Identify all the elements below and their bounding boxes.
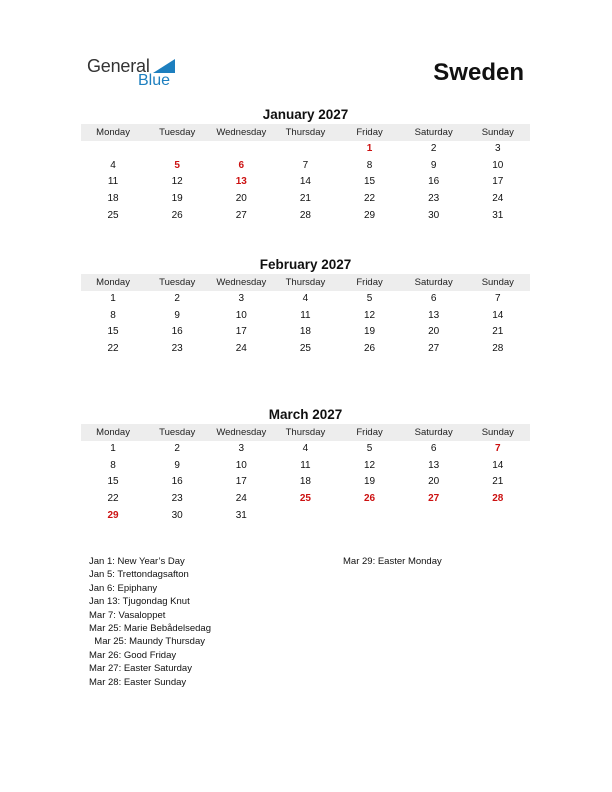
day-cell: 4 — [302, 293, 309, 304]
holiday-entry: Mar 25: Maundy Thursday — [89, 636, 205, 648]
weekday-label: Sunday — [481, 127, 514, 138]
week-row — [81, 324, 530, 341]
day-cell: 24 — [492, 193, 504, 205]
empty-day-cell — [145, 141, 209, 158]
day-cell: 1 — [110, 443, 116, 454]
day-cell: 12 — [364, 459, 376, 471]
day-cell: 20 — [428, 326, 440, 338]
day-cell: 26 — [364, 493, 376, 505]
day-cell: 18 — [299, 476, 311, 488]
week-row — [81, 158, 530, 175]
holiday-entry: Jan 13: Tjugondag Knut — [89, 596, 190, 608]
holiday-entry: Mar 25: Marie Bebådelsedag — [89, 623, 211, 635]
day-cell: 17 — [235, 326, 247, 338]
day-cell: 8 — [366, 159, 373, 171]
weekday-label: Thursday — [285, 277, 326, 288]
empty-day-cell — [402, 508, 466, 525]
week-row — [81, 508, 530, 525]
holiday-entry: Mar 27: Easter Saturday — [89, 663, 192, 675]
day-cell: 15 — [107, 326, 119, 338]
month-february — [81, 256, 530, 358]
weekday-label: Tuesday — [159, 427, 196, 438]
month-title: March 2027 — [268, 407, 343, 422]
week-row — [81, 458, 530, 475]
day-cell: 1 — [110, 293, 116, 304]
weekday-label: Saturday — [414, 277, 453, 288]
empty-day-cell — [466, 508, 530, 525]
day-cell: 21 — [299, 193, 311, 205]
day-cell: 29 — [107, 509, 119, 521]
day-cell: 17 — [492, 176, 504, 188]
holiday-entry: Mar 26: Good Friday — [89, 649, 177, 661]
holiday-list-left — [89, 555, 211, 689]
weekday-label: Monday — [96, 277, 130, 288]
day-cell: 31 — [492, 209, 504, 221]
weekday-label: Friday — [356, 127, 383, 138]
weekday-label: Sunday — [481, 427, 514, 438]
holiday-entry: Jan 6: Epiphany — [89, 582, 158, 594]
day-cell: 2 — [174, 443, 180, 454]
day-cell: 9 — [174, 309, 180, 321]
weekday-label: Friday — [356, 277, 383, 288]
day-cell: 16 — [171, 326, 183, 338]
day-cell: 17 — [235, 476, 247, 488]
holiday-entry: Mar 7: Vasaloppet — [89, 609, 166, 621]
day-cell: 21 — [492, 476, 504, 488]
day-cell: 4 — [110, 159, 116, 171]
month-title: January 2027 — [262, 107, 349, 122]
weekday-header-row — [81, 424, 530, 441]
day-cell: 9 — [430, 159, 437, 171]
day-cell: 13 — [235, 176, 247, 188]
day-cell: 27 — [428, 493, 440, 505]
day-cell: 11 — [300, 309, 311, 321]
month-title: February 2027 — [259, 257, 352, 272]
day-cell: 6 — [238, 159, 245, 171]
day-cell: 23 — [171, 343, 183, 355]
day-cell: 10 — [235, 309, 247, 321]
day-cell: 10 — [235, 459, 247, 471]
day-cell: 19 — [171, 193, 183, 205]
day-cell: 27 — [428, 343, 440, 355]
day-cell: 24 — [235, 343, 247, 355]
empty-day-cell — [273, 508, 337, 525]
day-cell: 10 — [492, 159, 504, 171]
week-row — [81, 174, 530, 191]
day-cell: 26 — [171, 209, 183, 221]
day-cell: 5 — [174, 159, 180, 171]
weekday-label: Saturday — [414, 127, 453, 138]
day-cell: 21 — [492, 326, 504, 338]
day-cell: 30 — [171, 509, 183, 521]
day-cell: 4 — [302, 443, 309, 454]
day-cell: 15 — [364, 176, 376, 188]
generalblue-logo — [87, 56, 187, 92]
day-cell: 26 — [364, 343, 376, 355]
day-cell: 22 — [107, 493, 119, 505]
weekday-header-row — [81, 274, 530, 291]
day-cell: 12 — [364, 309, 376, 321]
day-cell: 3 — [238, 293, 245, 304]
day-cell: 2 — [430, 143, 437, 154]
weekday-label: Wednesday — [216, 127, 267, 138]
logo-word-blue: Blue — [138, 72, 171, 89]
day-cell: 7 — [302, 159, 309, 171]
day-cell: 19 — [364, 326, 376, 338]
week-row — [81, 491, 530, 508]
logo-word-general: General — [87, 56, 150, 76]
empty-day-cell — [81, 141, 145, 158]
day-cell: 1 — [366, 143, 373, 154]
day-cell: 27 — [235, 209, 247, 221]
empty-day-cell — [273, 141, 337, 158]
weekday-label: Thursday — [285, 127, 326, 138]
weekday-label: Tuesday — [159, 127, 196, 138]
weekday-label: Monday — [96, 427, 130, 438]
day-cell: 15 — [107, 476, 119, 488]
country-title: Sweden — [433, 59, 524, 86]
weekday-label: Tuesday — [159, 277, 196, 288]
day-cell: 25 — [107, 209, 119, 221]
day-cell: 23 — [428, 193, 440, 205]
day-cell: 6 — [430, 293, 437, 304]
week-row — [81, 208, 530, 225]
logo-triangle-icon — [153, 59, 175, 73]
day-cell: 19 — [364, 476, 376, 488]
day-cell: 25 — [299, 343, 311, 355]
day-cell: 11 — [300, 459, 311, 471]
day-cell: 8 — [110, 309, 116, 321]
day-cell: 20 — [235, 193, 247, 205]
holiday-entry: Mar 29: Easter Monday — [343, 556, 442, 567]
day-cell: 6 — [430, 443, 437, 454]
month-march — [81, 406, 530, 524]
week-row — [81, 141, 530, 158]
day-cell: 31 — [235, 509, 247, 521]
day-cell: 3 — [238, 443, 245, 454]
weekday-label: Wednesday — [216, 277, 267, 288]
holiday-entry: Jan 1: New Year’s Day — [89, 556, 185, 567]
day-cell: 18 — [299, 326, 311, 338]
weekday-label: Sunday — [481, 277, 514, 288]
weekday-label: Monday — [96, 127, 130, 138]
day-cell: 2 — [174, 293, 180, 304]
week-row — [81, 191, 530, 208]
day-cell: 23 — [171, 493, 183, 505]
day-cell: 18 — [107, 193, 119, 205]
weekday-label: Friday — [356, 427, 383, 438]
day-cell: 22 — [107, 343, 119, 355]
day-cell: 13 — [428, 459, 440, 471]
day-cell: 30 — [428, 209, 440, 221]
day-cell: 11 — [107, 176, 119, 188]
day-cell: 16 — [428, 176, 440, 188]
day-cell: 7 — [495, 293, 501, 304]
day-cell: 8 — [110, 459, 116, 471]
week-row — [81, 441, 530, 458]
holiday-list-right — [343, 555, 442, 568]
week-row — [81, 308, 530, 325]
day-cell: 28 — [492, 343, 504, 355]
day-cell: 29 — [364, 209, 376, 221]
day-cell: 14 — [299, 176, 311, 188]
week-row — [81, 474, 530, 491]
day-cell: 14 — [492, 309, 504, 321]
day-cell: 3 — [495, 143, 501, 154]
day-cell: 22 — [364, 193, 376, 205]
day-cell: 12 — [171, 176, 183, 188]
weekday-label: Wednesday — [216, 427, 267, 438]
holiday-entry: Mar 28: Easter Sunday — [89, 676, 187, 688]
week-row — [81, 291, 530, 308]
holiday-entry: Jan 5: Trettondagsafton — [89, 569, 189, 581]
weekday-label: Saturday — [414, 427, 453, 438]
week-row — [81, 341, 530, 358]
day-cell: 25 — [299, 493, 311, 505]
day-cell: 16 — [171, 476, 183, 488]
day-cell: 20 — [428, 476, 440, 488]
day-cell: 7 — [495, 443, 501, 454]
day-cell: 14 — [492, 459, 504, 471]
day-cell: 5 — [366, 293, 373, 304]
day-cell: 13 — [428, 309, 440, 321]
day-cell: 28 — [299, 209, 311, 221]
weekday-label: Thursday — [285, 427, 326, 438]
day-cell: 24 — [235, 493, 247, 505]
day-cell: 5 — [366, 443, 373, 454]
empty-day-cell — [338, 508, 402, 525]
day-cell: 28 — [492, 493, 504, 505]
month-january — [81, 106, 530, 224]
weekday-header-row — [81, 124, 530, 141]
day-cell: 9 — [174, 459, 180, 471]
empty-day-cell — [209, 141, 273, 158]
